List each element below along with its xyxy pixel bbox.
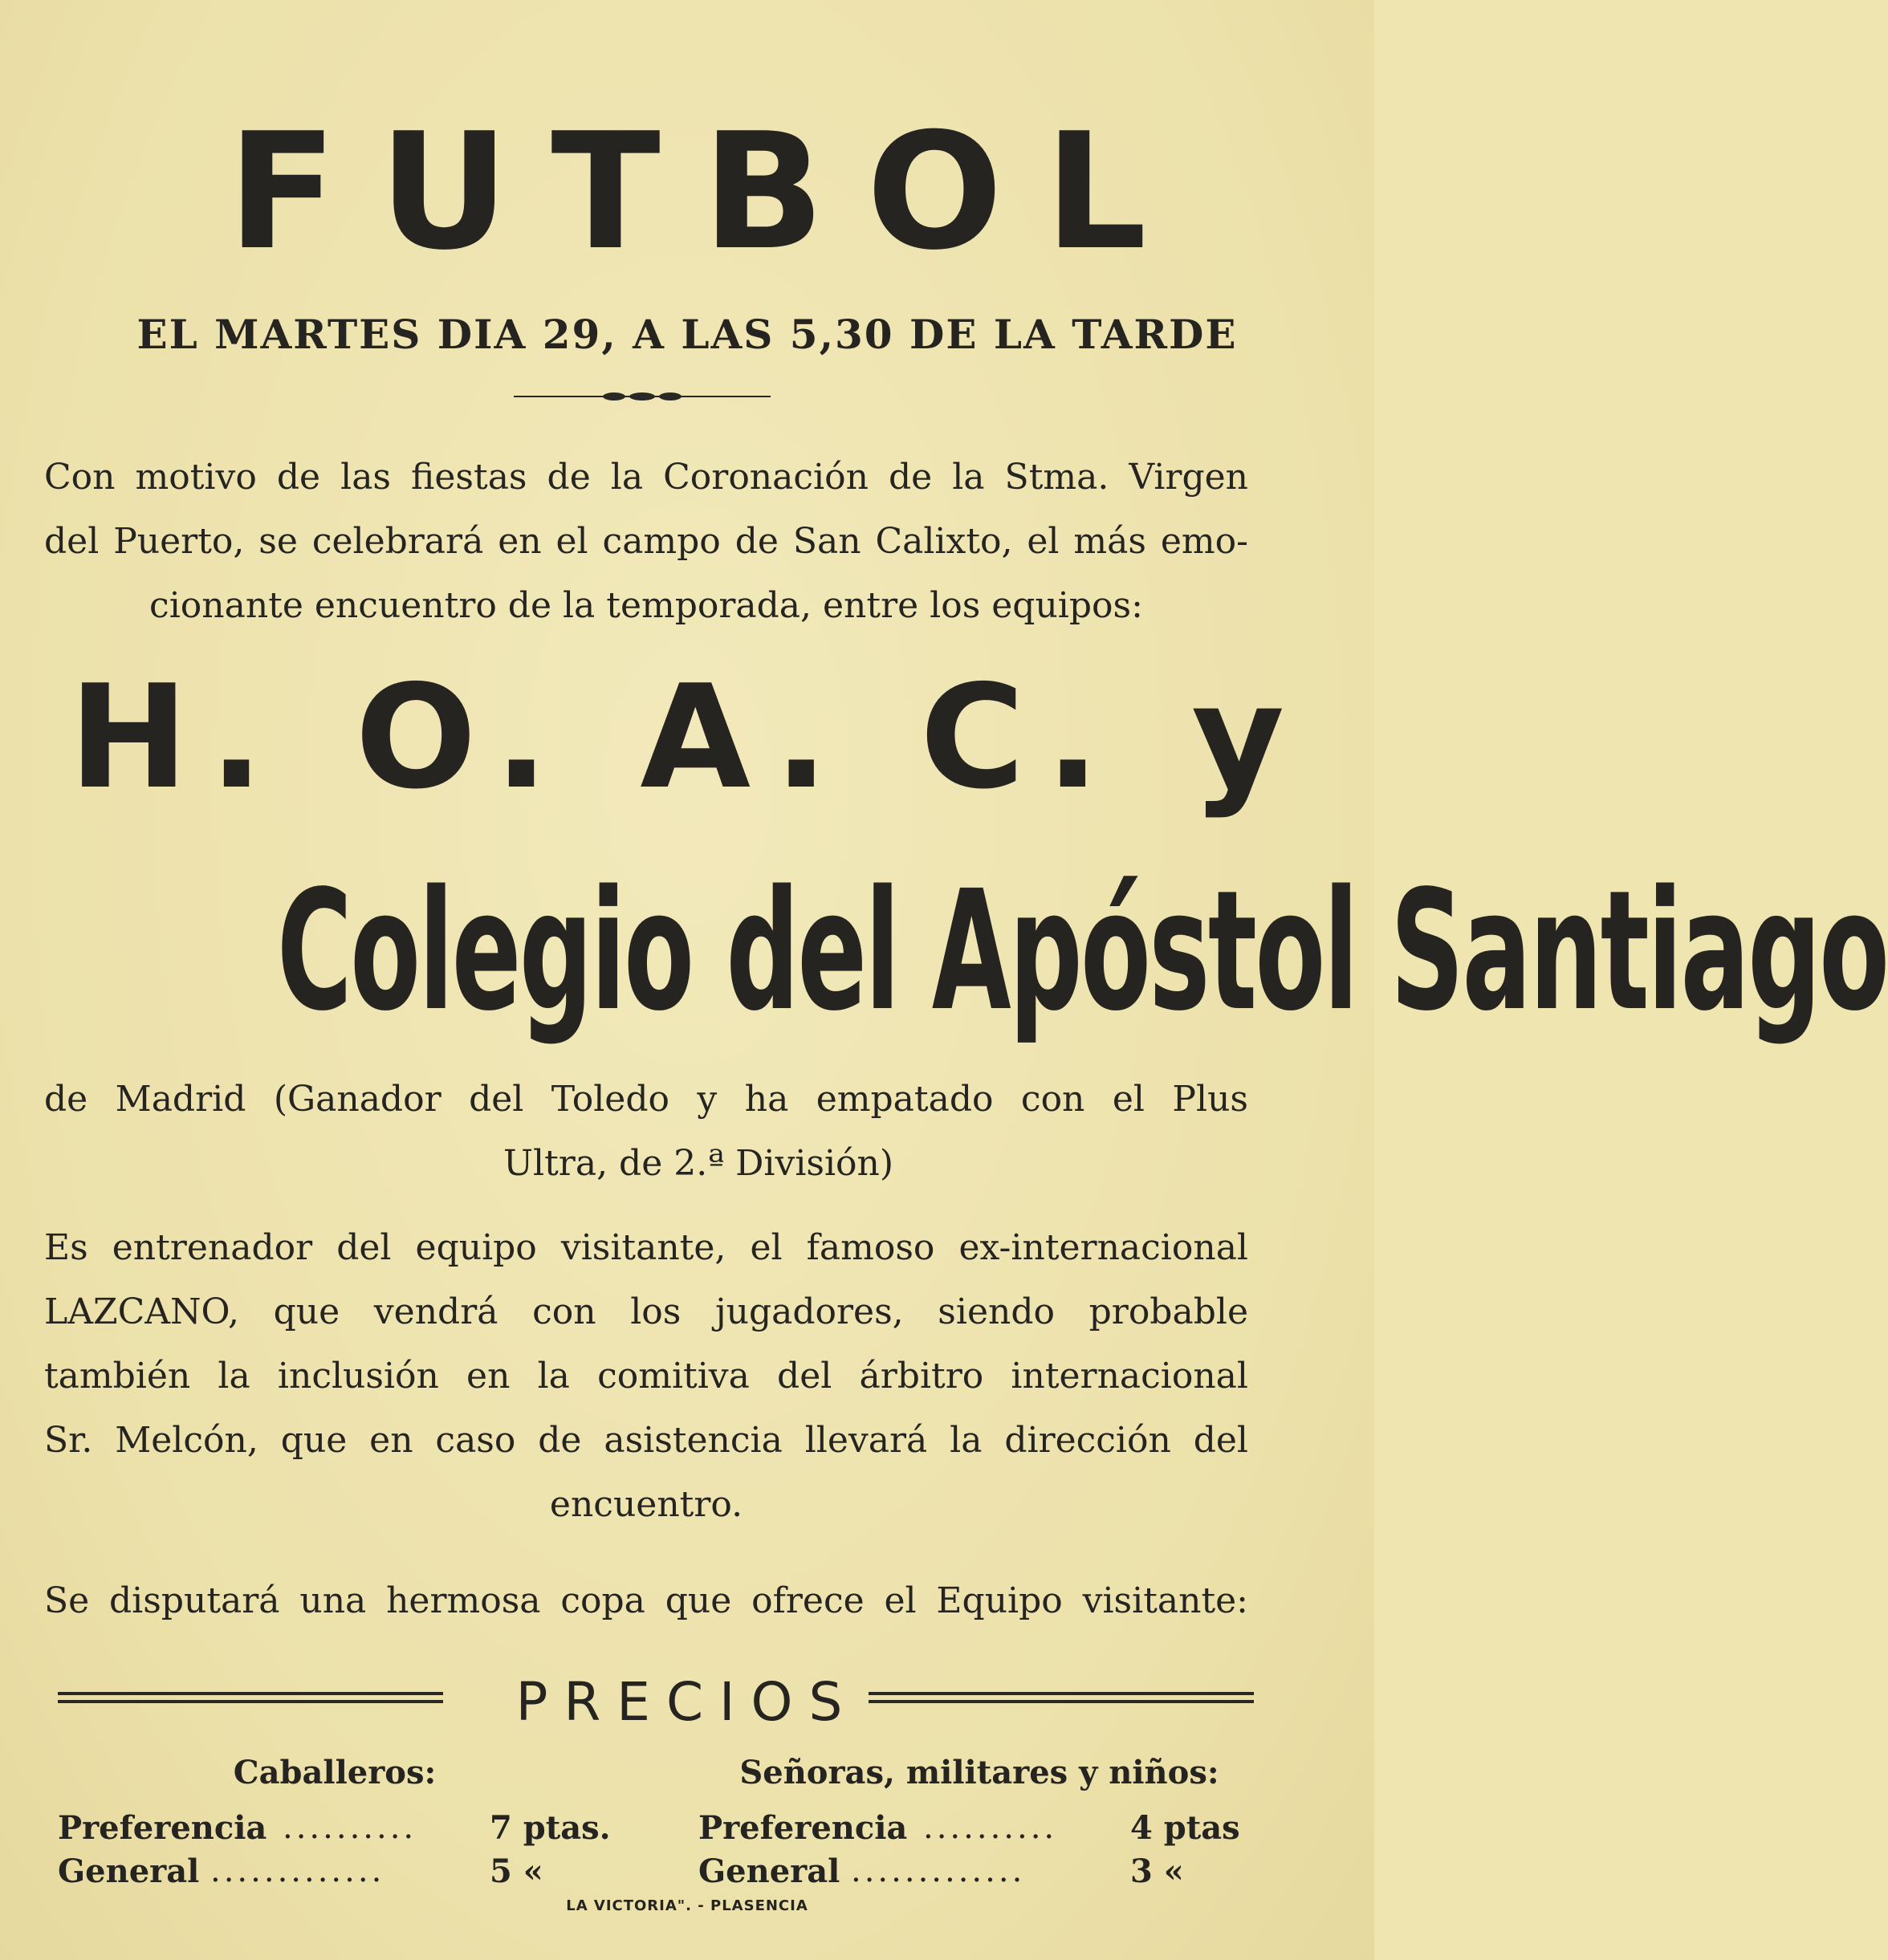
price-label: Preferencia (58, 1809, 267, 1847)
price-dots: ............. (210, 1852, 385, 1889)
price-value: 3 « (1130, 1852, 1184, 1890)
coach-line: también la inclusión en la comitiva del árbitro internacional (44, 1356, 1248, 1397)
intro-paragraph (44, 445, 1248, 638)
trophy-paragraph (44, 1569, 1248, 1633)
price-label: General (698, 1852, 840, 1890)
price-label: Preferencia (698, 1809, 908, 1847)
price-row (698, 1809, 1260, 1852)
ornament-divider (514, 390, 771, 403)
men-heading: Caballeros: (233, 1754, 437, 1791)
detail-line: Ultra, de 2.ª División) (503, 1143, 894, 1184)
printer-credit: LA VICTORIA". - PLASENCIA (566, 1897, 808, 1914)
price-dots: ............. (851, 1852, 1026, 1889)
team-away-detail (44, 1067, 1248, 1196)
price-label: General (58, 1852, 200, 1890)
coach-line: encuentro. (549, 1484, 743, 1525)
women-heading: Señoras, militares y niños: (739, 1754, 1219, 1791)
coach-line: Es entrenador del equipo visitante, el famoso ex-internacional (44, 1227, 1248, 1268)
price-group-men (58, 1754, 620, 1896)
precios-heading: PRECIOS (515, 1671, 859, 1733)
price-value: 7 ptas. (490, 1809, 611, 1847)
trophy-line: Se disputará una hermosa copa que ofrece el Equipo visitante: (44, 1580, 1248, 1621)
poster-title: FUTBOL (227, 99, 1189, 286)
price-row (698, 1852, 1260, 1896)
intro-line: del Puerto, se celebrará en el campo de San Calixto, el más emo- (44, 521, 1248, 562)
coach-line: Sr. Melcón, que en caso de asistencia llevará la dirección del (44, 1420, 1248, 1461)
date-line: EL MARTES DIA 29, A LAS 5,30 DE LA TARDE (136, 311, 1238, 358)
price-row (58, 1852, 620, 1896)
precios-rule-right (869, 1692, 1254, 1703)
coach-paragraph (44, 1216, 1248, 1537)
price-value: 5 « (490, 1852, 543, 1890)
team-away-name: Colegio del Apóstol Santiago (277, 855, 1888, 1047)
price-dots: .......... (923, 1809, 1058, 1846)
team-away (277, 855, 1888, 1047)
team-home: H. O. A. C. y (68, 654, 1306, 820)
detail-line: de Madrid (Ganador del Toledo y ha empatado con el Plus (44, 1079, 1248, 1120)
coach-line: LAZCANO, que vendrá con los jugadores, siendo probable (44, 1291, 1248, 1332)
price-group-women (698, 1754, 1260, 1896)
price-row (58, 1809, 620, 1852)
price-value: 4 ptas (1130, 1809, 1240, 1847)
price-dots: .......... (283, 1809, 417, 1846)
intro-line: cionante encuentro de la temporada, entre los equipos: (149, 585, 1143, 626)
intro-line: Con motivo de las fiestas de la Coronación de la Stma. Virgen (44, 457, 1248, 498)
